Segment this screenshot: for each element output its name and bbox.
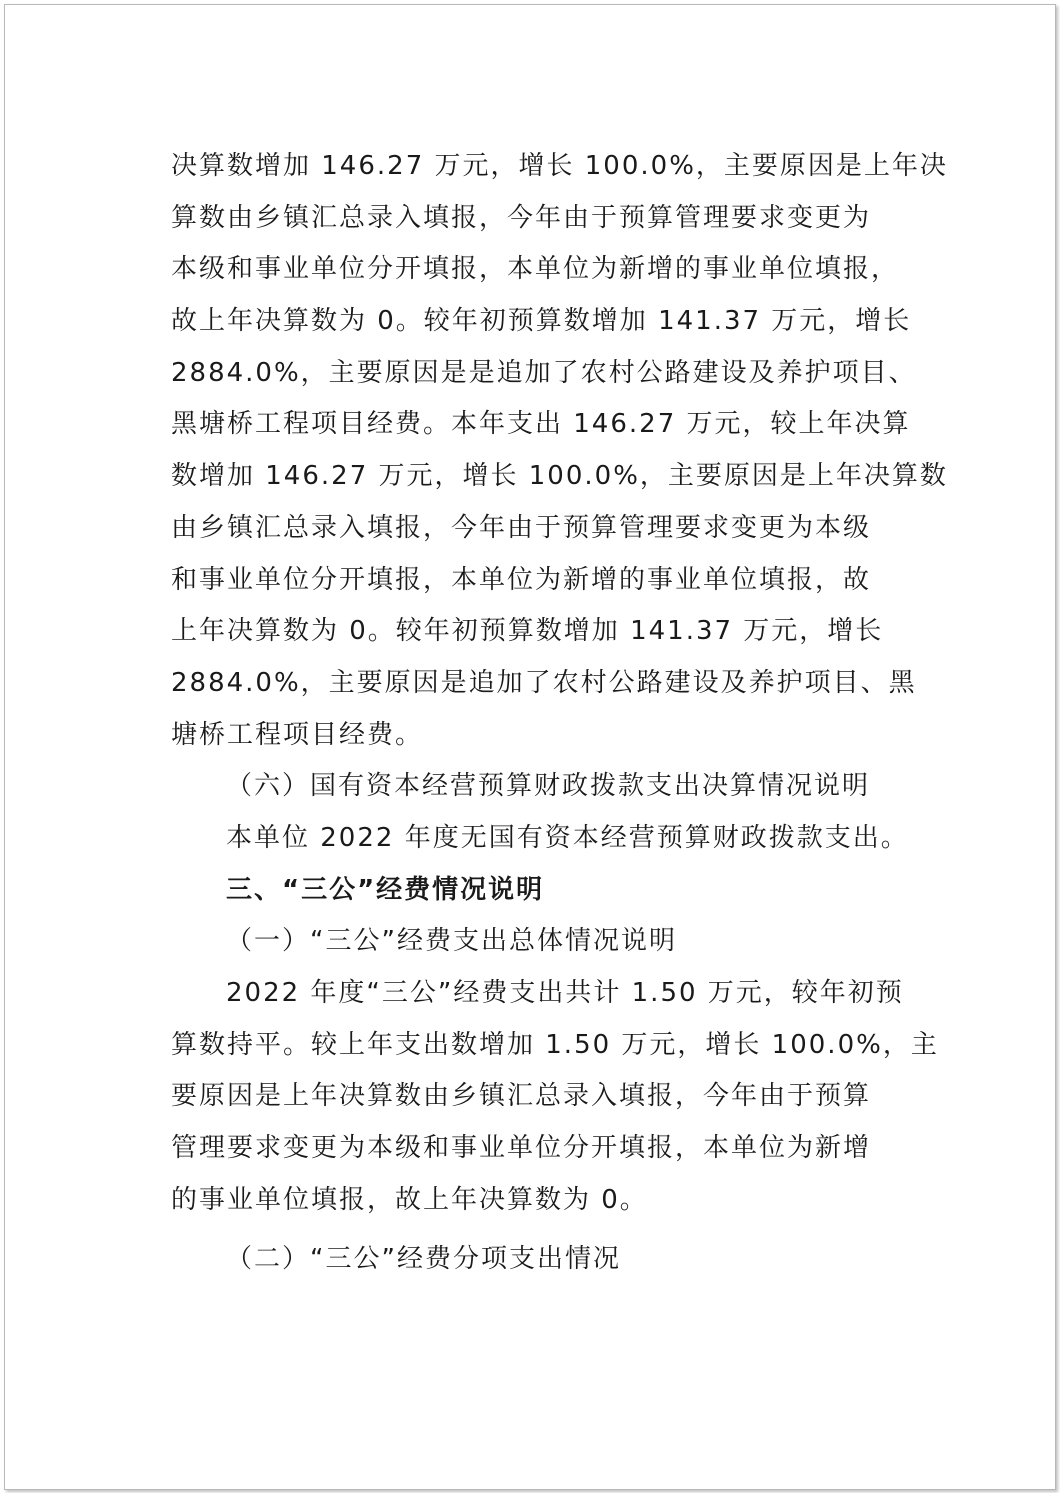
paragraph-line: 黑塘桥工程项目经费。本年支出 146.27 万元，较上年决算 bbox=[171, 409, 911, 440]
paragraph-line: 的事业单位填报，故上年决算数为 0。 bbox=[171, 1184, 648, 1215]
subsection-heading-1: （一）“三公”经费支出总体情况说明 bbox=[226, 926, 677, 957]
paragraph-line: 上年决算数为 0。较年初预算数增加 141.37 万元，增长 bbox=[171, 616, 884, 647]
paragraph-line: 要原因是上年决算数由乡镇汇总录入填报，今年由于预算 bbox=[171, 1081, 872, 1112]
paragraph-line: 算数持平。较上年支出数增加 1.50 万元，增长 100.0%，主 bbox=[171, 1029, 939, 1060]
paragraph-line: 塘桥工程项目经费。 bbox=[171, 719, 424, 750]
document-body bbox=[171, 141, 948, 1286]
paragraph-line: 2884.0%，主要原因是追加了农村公路建设及养护项目、黑 bbox=[171, 667, 917, 698]
document-page bbox=[4, 4, 1056, 1490]
subsection-heading-6: （六）国有资本经营预算财政拨款支出决算情况说明 bbox=[226, 771, 871, 802]
paragraph-line: 数增加 146.27 万元，增长 100.0%，主要原因是上年决算数 bbox=[171, 461, 948, 492]
paragraph-line: 管理要求变更为本级和事业单位分开填报，本单位为新增 bbox=[171, 1133, 872, 1164]
paragraph-line: 本单位 2022 年度无国有资本经营预算财政拨款支出。 bbox=[226, 822, 909, 853]
section-heading-3: 三、“三公”经费情况说明 bbox=[226, 874, 545, 905]
paragraph-line: 算数由乡镇汇总录入填报，今年由于预算管理要求变更为 bbox=[171, 202, 872, 233]
paragraph-line: 和事业单位分开填报，本单位为新增的事业单位填报，故 bbox=[171, 564, 872, 595]
paragraph-line: 2022 年度“三公”经费支出共计 1.50 万元，较年初预 bbox=[226, 978, 904, 1008]
paragraph-line: 故上年决算数为 0。较年初预算数增加 141.37 万元，增长 bbox=[171, 306, 912, 337]
paragraph-line: 本级和事业单位分开填报，本单位为新增的事业单位填报， bbox=[171, 254, 900, 285]
subsection-heading-2: （二）“三公”经费分项支出情况 bbox=[226, 1244, 621, 1275]
paragraph-line: 由乡镇汇总录入填报，今年由于预算管理要求变更为本级 bbox=[171, 512, 872, 543]
paragraph-line: 2884.0%，主要原因是是追加了农村公路建设及养护项目、 bbox=[171, 357, 917, 388]
paragraph-line: 决算数增加 146.27 万元，增长 100.0%，主要原因是上年决 bbox=[171, 151, 948, 181]
